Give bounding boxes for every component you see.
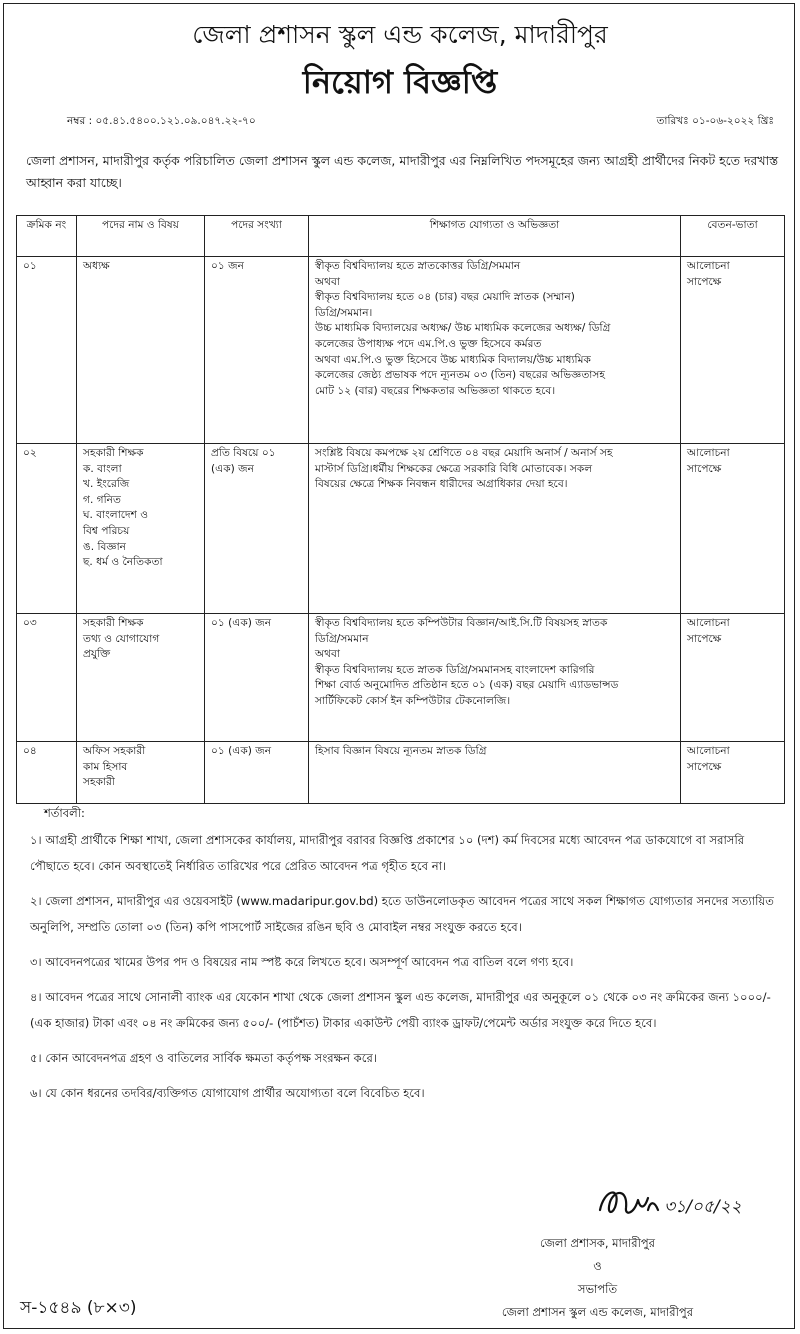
memo-number: নম্বর : ০৫.৪১.৫৪০০.১২১.০৯.০৪৭.২২-৭০ [67,115,256,127]
row-post: অফিস সহকারী কাম হিসাব সহকারী [77,742,205,804]
row-salary: আলোচনা সাপেক্ষে [681,444,785,614]
header-post: পদের নাম ও বিষয় [77,216,205,257]
terms-list [30,827,775,1115]
header-serial: ক্রমিক নং [17,216,77,257]
row-count: প্রতি বিষয়ে ০১ (এক) জন [205,444,309,614]
signatory-designation: জেলা প্রশাসক, মাদারীপুর [539,1236,656,1250]
row-serial: ০৪ [17,742,77,804]
table-row [17,444,785,614]
header-salary: বেতন-ভাতা [681,216,785,257]
term-item: ১। আগ্রহী প্রার্থীকে শিক্ষা শাখা, জেলা প্রশাসকের কার্যালয়, মাদারীপুর বরাবর বিজ্ঞপ্তি প্রকাশের ১০ (দশ) কর্ম দিবসের মধ্যে আবেদন পত্র ডাকযোগে বা সরাসরি পৌছাতে হবে। কোন অবস্থাতেই নির্ধারিত তারিখের পরে প্রেরিত আবেদন পত্র গৃহীত হবে না। [30,833,745,873]
table-row [17,257,785,444]
term-item: ৬। যে কোন ধরনের তদবির/ব্যক্তিগত যোগাযোগ প্রার্থীর অযোগ্যতা বলে বিবেচিত হবে। [30,1086,425,1100]
row-qualification: হিসাব বিজ্ঞান বিষয়ে ন্যূনতম স্নাতক ডিগ্রি [309,742,681,804]
row-salary: আলোচনা সাপেক্ষে [681,742,785,804]
signatory-role: সভাপতি [577,1282,618,1296]
header-count: পদের সংখ্যা [205,216,309,257]
row-post: সহকারী শিক্ষক ক. বাংলা খ. ইংরেজি গ. গনিত ঘ. বাংলাদেশ ও বিশ্ব পরিচয় ঙ. বিজ্ঞান ছ. ধর্ম ও নৈতিকতা [77,444,205,614]
row-post: সহকারী শিক্ষক তথ্য ও যোগাযোগ প্রযুক্তি [77,614,205,742]
row-post: অধ্যক্ষ [77,257,205,444]
row-qualification: স্বীকৃত বিশ্ববিদ্যালয় হতে কম্পিউটার বিজ্ঞান/আই.সি.টি বিষয়সহ স্নাতক ডিগ্রি/সমমান অথবা স্বীকৃত বিশ্ববিদ্যালয় হতে স্নাতক ডিগ্রি/সমমানসহ বাংলাদেশ কারিগরি শিক্ষা বোর্ড অনুমোদিত প্রতিষ্ঠান হতে ০১ (এক) বছর মেয়াদি এ্যাডভান্সড সার্টিফিকেট কোর্স ইন কম্পিউটার টেকনোলজি। [309,614,681,742]
header-qualification: শিক্ষাগত যোগ্যতা ও অভিজ্ঞতা [309,216,681,257]
row-serial: ০১ [17,257,77,444]
publication-code: স-১৫৪৯ (৮×৩) [20,1298,137,1318]
terms-label: শর্তাবলী: [44,806,85,820]
notice-title: নিয়োগ বিজ্ঞপ্তি [302,63,498,101]
term-item: ৫। কোন আবেদনপত্র গ্রহণ ও বাতিলের সার্বিক ক্ষমতা কর্তৃপক্ষ সংরক্ষন করে। [30,1051,377,1065]
row-count: ০১ (এক) জন [205,742,309,804]
row-qualification: স্বীকৃত বিশ্ববিদ্যালয় হতে স্নাতকোত্তর ডিগ্রি/সমমান অথবা স্বীকৃত বিশ্ববিদ্যালয় হতে ০৪ (চার) বছর মেয়াদি স্নাতক (সম্মান) ডিগ্রি/সমমান। উচ্চ মাধ্যমিক বিদ্যালয়ের অধ্যক্ষ/ উচ্চ মাধ্যমিক কলেজের অধ্যক্ষ/ ডিগ্রি কলেজের উপাধ্যক্ষ পদে এম.পি.ও ভুক্ত হিসেবে কর্মরত অথবা এম.পি.ও ভুক্ত হিসেবে উচ্চ মাধ্যমিক বিদ্যালয়/উচ্চ মাধ্যমিক কলেজের জেষ্ঠ্য প্রভাষক পদে ন্যূনতম ০৩ (তিন) বছরের অভিজ্ঞতাসহ মোট ১২ (বার) বছরের শিক্ষকতার অভিজ্ঞতা থাকতে হবে। [309,257,681,444]
school-name: জেলা প্রশাসন স্কুল এন্ড কলেজ, মাদারীপুর [192,20,608,49]
row-salary: আলোচনা সাপেক্ষে [681,257,785,444]
row-serial: ০২ [17,444,77,614]
signature-block [470,1232,725,1324]
row-serial: ০৩ [17,614,77,742]
notice-date: তারিখঃ ০১-০৬-২০২২ খ্রিঃ [656,115,774,127]
row-salary: আলোচনা সাপেক্ষে [681,614,785,742]
row-count: ০১ জন [205,257,309,444]
term-item: ৩। আবেদনপত্রের খামের উপর পদ ও বিষয়ের নাম স্পষ্ট করে লিখতে হবে। অসম্পূর্ণ আবেদন পত্র বাতিল বলে গণ্য হবে। [30,955,574,969]
table-row [17,742,785,804]
vacancy-table [16,215,785,804]
table-row [17,614,785,742]
handwritten-signature [594,1180,754,1224]
row-count: ০১ (এক) জন [205,614,309,742]
term-item: ৪। আবেদন পত্রের সাথে সোনালী ব্যাংক এর যেকোন শাখা থেকে জেলা প্রশাসন স্কুল এন্ড কলেজ, মাদারীপুর এর অনুকূলে ০১ থেকে ০৩ নং ক্রমিকের জন্য ১০০০/- (এক হাজার) টাকা এবং ০৪ নং ক্রমিকের জন্য ৫০০/- (পাচঁশত) টাকার একাউন্ট পেয়ী ব্যাংক ড্রাফট/পেমেন্ট অর্ডার সংযুক্ত করে দিতে হবে। [30,990,771,1030]
intro-paragraph: জেলা প্রশাসন, মাদারীপুর কর্তৃক পরিচালিত জেলা প্রশাসন স্কুল এন্ড কলেজ, মাদারীপুর এর নিম্নলিখিত পদসমূহের জন্য আগ্রহী প্রার্থীদের নিকট হতে দরখাস্ত আহ্বান করা যাচ্ছে। [26,153,778,190]
term-item: ২। জেলা প্রশাসন, মাদারীপুর এর ওয়েবসাইট (www.madaripur.gov.bd) হতে ডাউনলোডকৃত আবেদন পত্রের সাথে সকল শিক্ষাগত যোগ্যতার সনদের সত্যায়িত অনুলিপি, সম্প্রতি তোলা ০৩ (তিন) কপি পাসপোর্ট সাইজের রঙিন ছবি ও মোবাইল নম্বর সংযুক্ত করতে হবে। [30,894,774,934]
signatory-organization: জেলা প্রশাসন স্কুল এন্ড কলেজ, মাদারীপুর [501,1305,694,1319]
row-qualification: সংশ্লিষ্ট বিষয়ে কমপক্ষে ২য় শ্রেণিতে ০৪ বছর মেয়াদি অনার্স / অনার্স সহ মাস্টার্স ডিগ্রি।ধর্মীয় শিক্ষকের ক্ষেত্রে সরকারি বিধি মোতাবেক। সকল বিষয়ের ক্ষেত্রে শিক্ষক নিবন্ধন ধারীদের অগ্রাধিকার দেয়া হবে। [309,444,681,614]
signature-date: ৩১/০৫/২২ [664,1197,742,1217]
signatory-conjunction: ও [593,1259,602,1273]
table-header-row [17,216,785,257]
